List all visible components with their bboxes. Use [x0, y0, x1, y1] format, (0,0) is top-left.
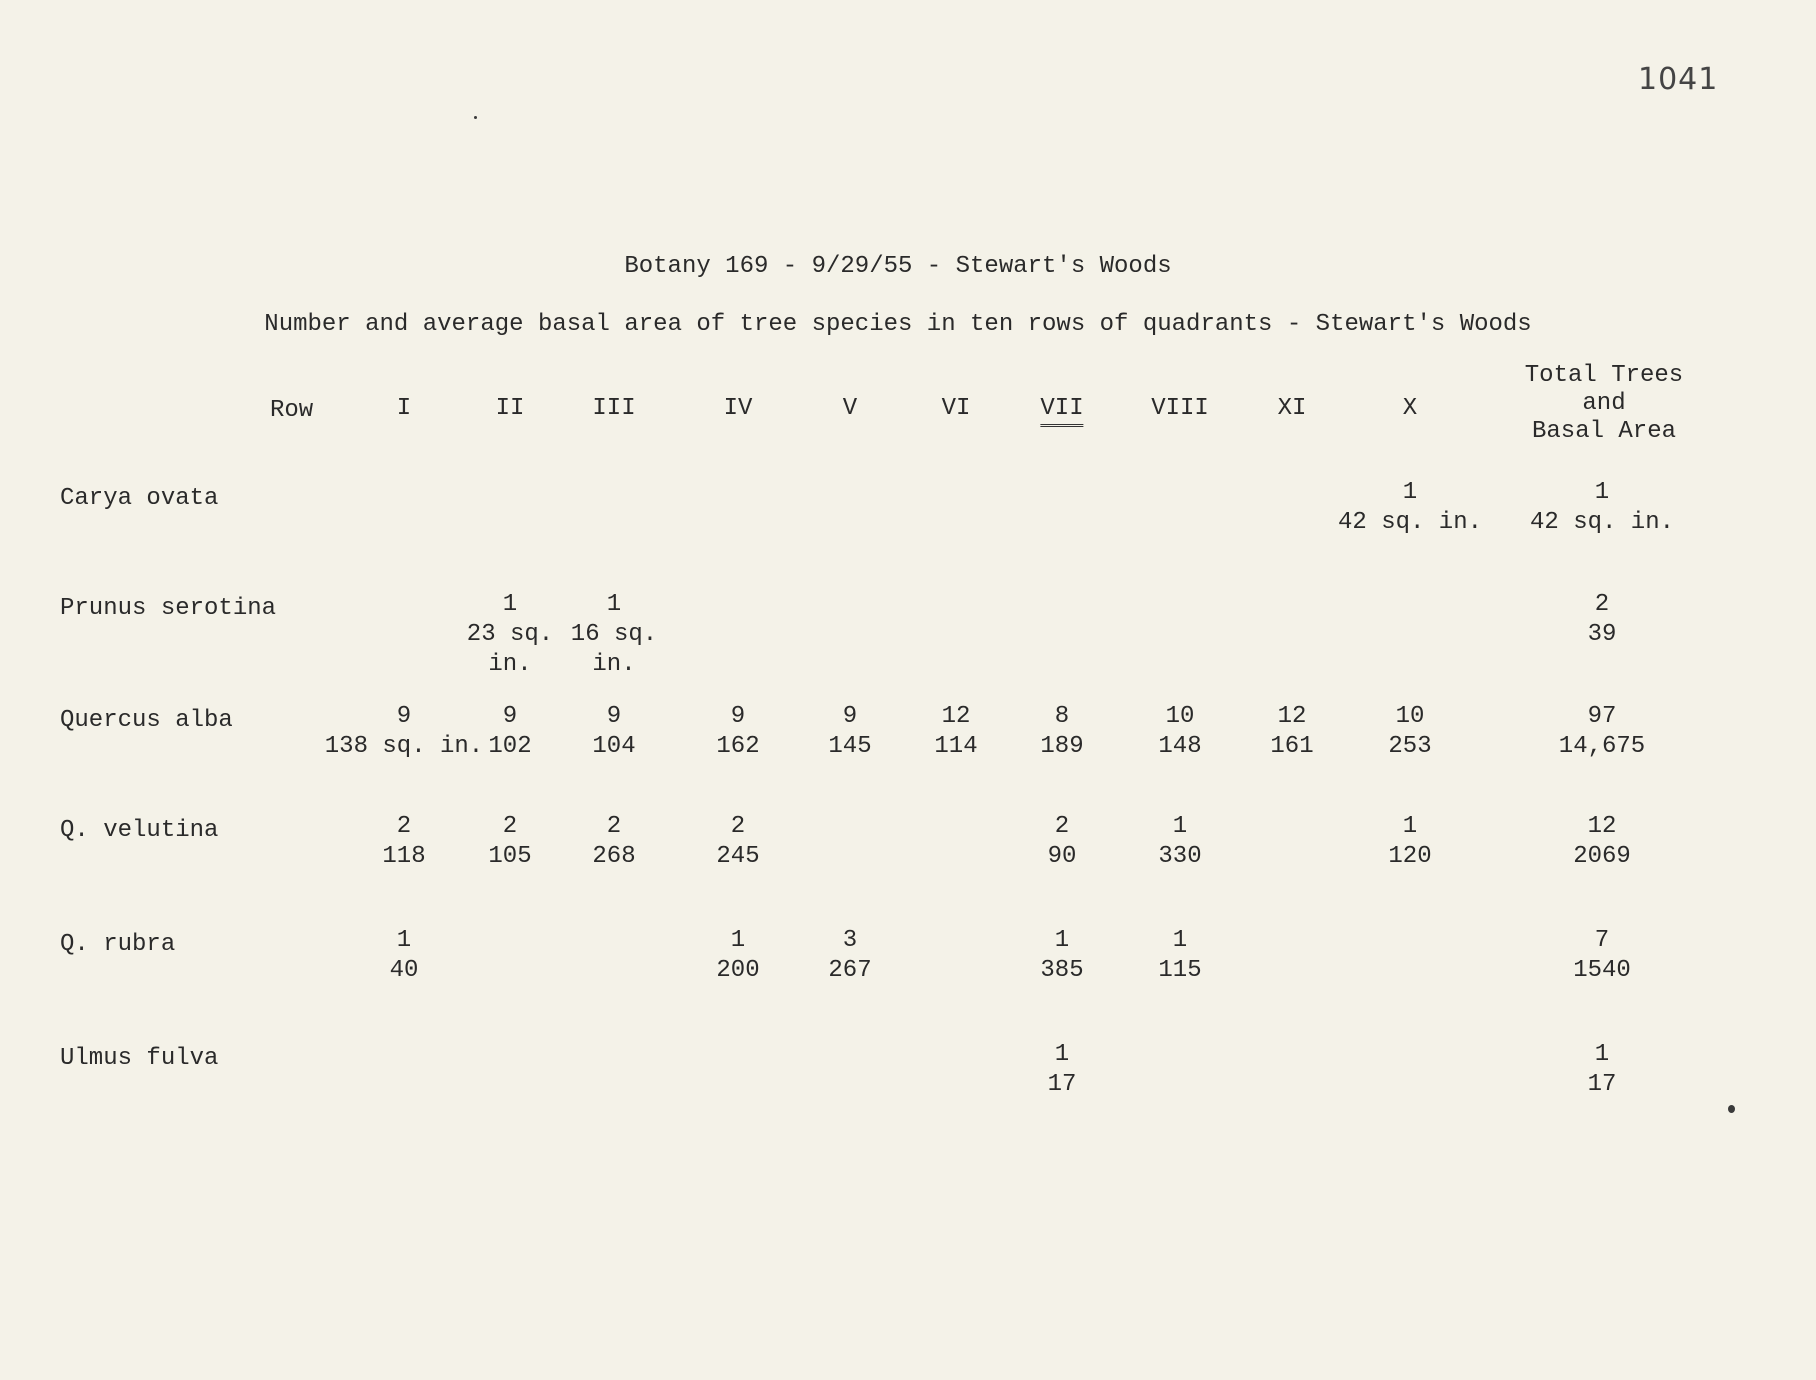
- table-cell: [716, 702, 759, 762]
- cell-count: 2: [606, 813, 622, 840]
- cell-count: 7: [1594, 927, 1610, 954]
- table-cell: [716, 926, 759, 986]
- cell-count: 2: [502, 813, 518, 840]
- species-name: Carya ovata: [60, 485, 219, 512]
- column-header-text: X: [1402, 395, 1418, 422]
- cell-count: 2: [1594, 591, 1610, 618]
- cell-area: 267: [828, 957, 872, 984]
- table-cell: [488, 702, 531, 762]
- column-header-text: II: [495, 395, 525, 422]
- cell-area: 120: [1388, 843, 1432, 870]
- cell-area: 245: [716, 843, 760, 870]
- table-cell: [1048, 1040, 1077, 1100]
- species-name: Q. velutina: [60, 817, 219, 844]
- cell-count: 12: [941, 703, 971, 730]
- cell-count: 2: [396, 813, 412, 840]
- cell-count: 1: [1054, 927, 1070, 954]
- cell-count: 2: [730, 813, 746, 840]
- cell-count: 9: [730, 703, 746, 730]
- cell-area: 39: [1587, 621, 1617, 648]
- table-cell: [390, 926, 419, 986]
- cell-area: 17: [1047, 1071, 1077, 1098]
- cell-count: 1: [1402, 813, 1418, 840]
- column-header-8: [1151, 394, 1209, 424]
- cell-area: 162: [716, 733, 760, 760]
- total-cell: [1588, 590, 1617, 650]
- cell-count: 8: [1054, 703, 1070, 730]
- total-header-line-3: Basal Area: [1531, 418, 1677, 445]
- table-cell: [488, 812, 531, 872]
- table-cell: [592, 812, 635, 872]
- column-header-1: [397, 394, 411, 424]
- total-cell: [1573, 926, 1631, 986]
- table-cell: [325, 702, 483, 762]
- column-header-text: XI: [1277, 395, 1307, 422]
- cell-area: 104: [592, 733, 636, 760]
- table-cell: [467, 590, 553, 680]
- cell-area: 253: [1388, 733, 1432, 760]
- cell-area: 138 sq. in.: [324, 733, 484, 760]
- column-header-3: [592, 394, 635, 424]
- cell-count: 9: [606, 703, 622, 730]
- cell-count: 2: [1054, 813, 1070, 840]
- column-header-text: III: [592, 395, 636, 422]
- cell-count: 9: [502, 703, 518, 730]
- table-cell: [1158, 702, 1201, 762]
- cell-area: 268: [592, 843, 636, 870]
- cell-area: 42 sq. in.: [1529, 509, 1675, 536]
- cell-area: 330: [1158, 843, 1202, 870]
- cell-area: 161: [1270, 733, 1314, 760]
- cell-count: 1: [730, 927, 746, 954]
- cell-count: 1: [396, 927, 412, 954]
- ink-speck: [1728, 1105, 1735, 1113]
- cell-area: 118: [382, 843, 426, 870]
- cell-area: 114: [934, 733, 978, 760]
- cell-count: 97: [1587, 703, 1617, 730]
- table-cell: [716, 812, 759, 872]
- cell-count: 12: [1277, 703, 1307, 730]
- cell-area: 148: [1158, 733, 1202, 760]
- table-cell: [1040, 926, 1083, 986]
- table-cell: [934, 702, 977, 762]
- column-header-text: I: [396, 395, 412, 422]
- page-number: 1041: [1638, 62, 1719, 97]
- table-cell: [828, 926, 871, 986]
- document-subtitle: Number and average basal area of tree species in ten rows of quadrants - Stewart's Woods: [264, 311, 1532, 338]
- cell-area: 145: [828, 733, 872, 760]
- cell-unit2: in.: [592, 651, 636, 678]
- column-header-text: VI: [941, 395, 971, 422]
- column-header-text: IV: [723, 395, 753, 422]
- column-header-7: [1040, 394, 1083, 424]
- cell-area: 23 sq.: [466, 621, 554, 648]
- cell-count: 1: [502, 591, 518, 618]
- cell-area: 102: [488, 733, 532, 760]
- cell-area: 17: [1587, 1071, 1617, 1098]
- table-cell: [1048, 812, 1077, 872]
- species-name: Q. rubra: [60, 931, 176, 958]
- cell-count: 1: [1402, 479, 1418, 506]
- column-header-5: [843, 394, 857, 424]
- row-header: Row: [270, 397, 314, 424]
- cell-area: 105: [488, 843, 532, 870]
- table-cell: [1040, 702, 1083, 762]
- cell-area: 115: [1158, 957, 1202, 984]
- table-cell: [382, 812, 425, 872]
- column-header-4: [724, 394, 753, 424]
- cell-count: 1: [1594, 479, 1610, 506]
- cell-count: 10: [1395, 703, 1425, 730]
- table-cell: [1270, 702, 1313, 762]
- cell-area: 16 sq.: [570, 621, 658, 648]
- cell-count: 9: [842, 703, 858, 730]
- table-cell: [1158, 926, 1201, 986]
- total-header-line-1: Total Trees: [1524, 362, 1684, 389]
- cell-area: 14,675: [1558, 733, 1646, 760]
- species-name: Ulmus fulva: [60, 1045, 219, 1072]
- total-header-line-2: and: [1582, 390, 1626, 417]
- table-cell: [592, 702, 635, 762]
- total-header: [1525, 362, 1683, 446]
- column-header-text: V: [842, 395, 858, 422]
- total-cell: [1588, 1040, 1617, 1100]
- cell-count: 1: [606, 591, 622, 618]
- total-cell: [1573, 812, 1631, 872]
- cell-area: 2069: [1573, 843, 1631, 870]
- column-header-text: VIII: [1151, 395, 1209, 422]
- cell-area: 40: [389, 957, 419, 984]
- table-cell: [828, 702, 871, 762]
- table-cell: [1388, 812, 1431, 872]
- table-cell: [1388, 702, 1431, 762]
- cell-count: 3: [842, 927, 858, 954]
- cell-area: 90: [1047, 843, 1077, 870]
- cell-unit2: in.: [488, 651, 532, 678]
- species-name: Prunus serotina: [60, 595, 277, 622]
- cell-count: 1: [1054, 1041, 1070, 1068]
- cell-count: 9: [396, 703, 412, 730]
- cell-count: 10: [1165, 703, 1195, 730]
- table-cell: [571, 590, 657, 680]
- column-header-6: [942, 394, 971, 424]
- total-cell: [1530, 478, 1674, 538]
- table-cell: [1158, 812, 1201, 872]
- column-header-9: [1278, 394, 1307, 424]
- cell-count: 12: [1587, 813, 1617, 840]
- cell-count: 1: [1172, 813, 1188, 840]
- cell-area: 42 sq. in.: [1337, 509, 1483, 536]
- column-header-2: [496, 394, 525, 424]
- ink-speck: [474, 116, 477, 119]
- cell-area: 200: [716, 957, 760, 984]
- cell-count: 1: [1172, 927, 1188, 954]
- table-cell: [1338, 478, 1482, 538]
- document-title: Botany 169 - 9/29/55 - Stewart's Woods: [624, 253, 1172, 280]
- column-header-10: [1403, 394, 1417, 424]
- cell-area: 189: [1040, 733, 1084, 760]
- total-cell: [1559, 702, 1645, 762]
- cell-area: 1540: [1573, 957, 1631, 984]
- species-name: Quercus alba: [60, 707, 233, 734]
- cell-count: 1: [1594, 1041, 1610, 1068]
- column-header-text: VII: [1040, 395, 1083, 427]
- cell-area: 385: [1040, 957, 1084, 984]
